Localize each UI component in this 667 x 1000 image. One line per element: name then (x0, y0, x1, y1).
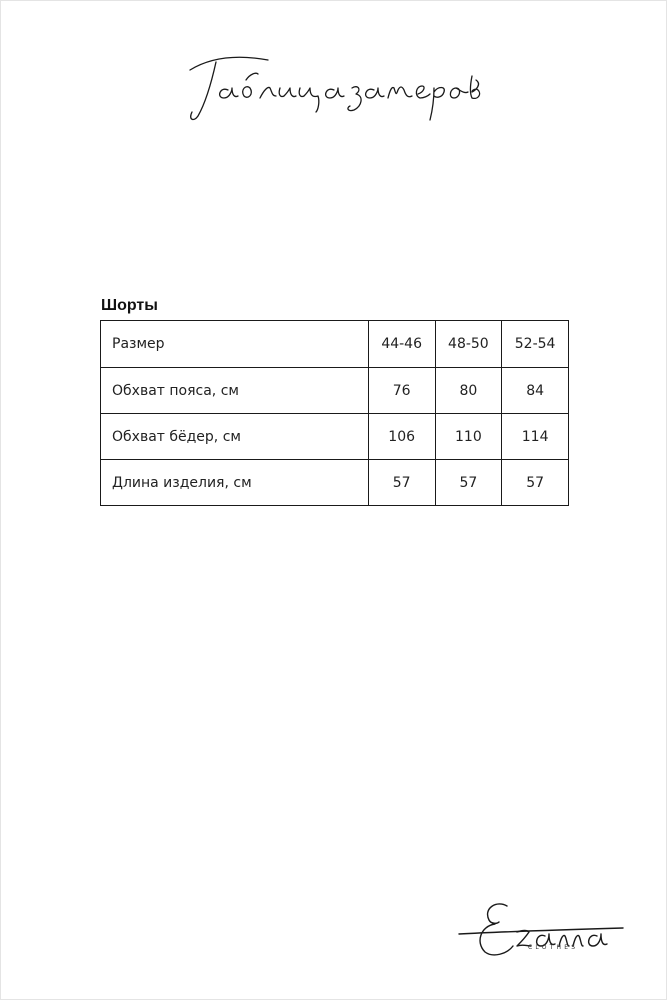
row-value-cell: 80 (435, 368, 502, 414)
row-value-cell: 114 (502, 414, 569, 460)
size-table (100, 320, 569, 506)
header-size-cell: 52-54 (502, 321, 569, 368)
row-label-cell: Обхват бёдер, см (101, 414, 369, 460)
row-value-cell: 76 (368, 368, 435, 414)
header-label-cell: Размер (101, 321, 369, 368)
brand-subtitle: CLOTHES (528, 944, 579, 951)
row-value-cell: 57 (435, 460, 502, 506)
table-row (101, 368, 569, 414)
row-value-cell: 110 (435, 414, 502, 460)
row-value-cell: 106 (368, 414, 435, 460)
table-header-row (101, 321, 569, 368)
row-value-cell: 57 (502, 460, 569, 506)
section-heading: Шорты (101, 297, 158, 314)
row-value-cell: 84 (502, 368, 569, 414)
header-size-cell: 44-46 (368, 321, 435, 368)
brand-logo (455, 892, 630, 972)
row-label-cell: Длина изделия, см (101, 460, 369, 506)
row-value-cell: 57 (368, 460, 435, 506)
header-size-cell: 48-50 (435, 321, 502, 368)
table-row (101, 460, 569, 506)
page-title-script (176, 40, 496, 130)
row-label-cell: Обхват пояса, см (101, 368, 369, 414)
table-row (101, 414, 569, 460)
